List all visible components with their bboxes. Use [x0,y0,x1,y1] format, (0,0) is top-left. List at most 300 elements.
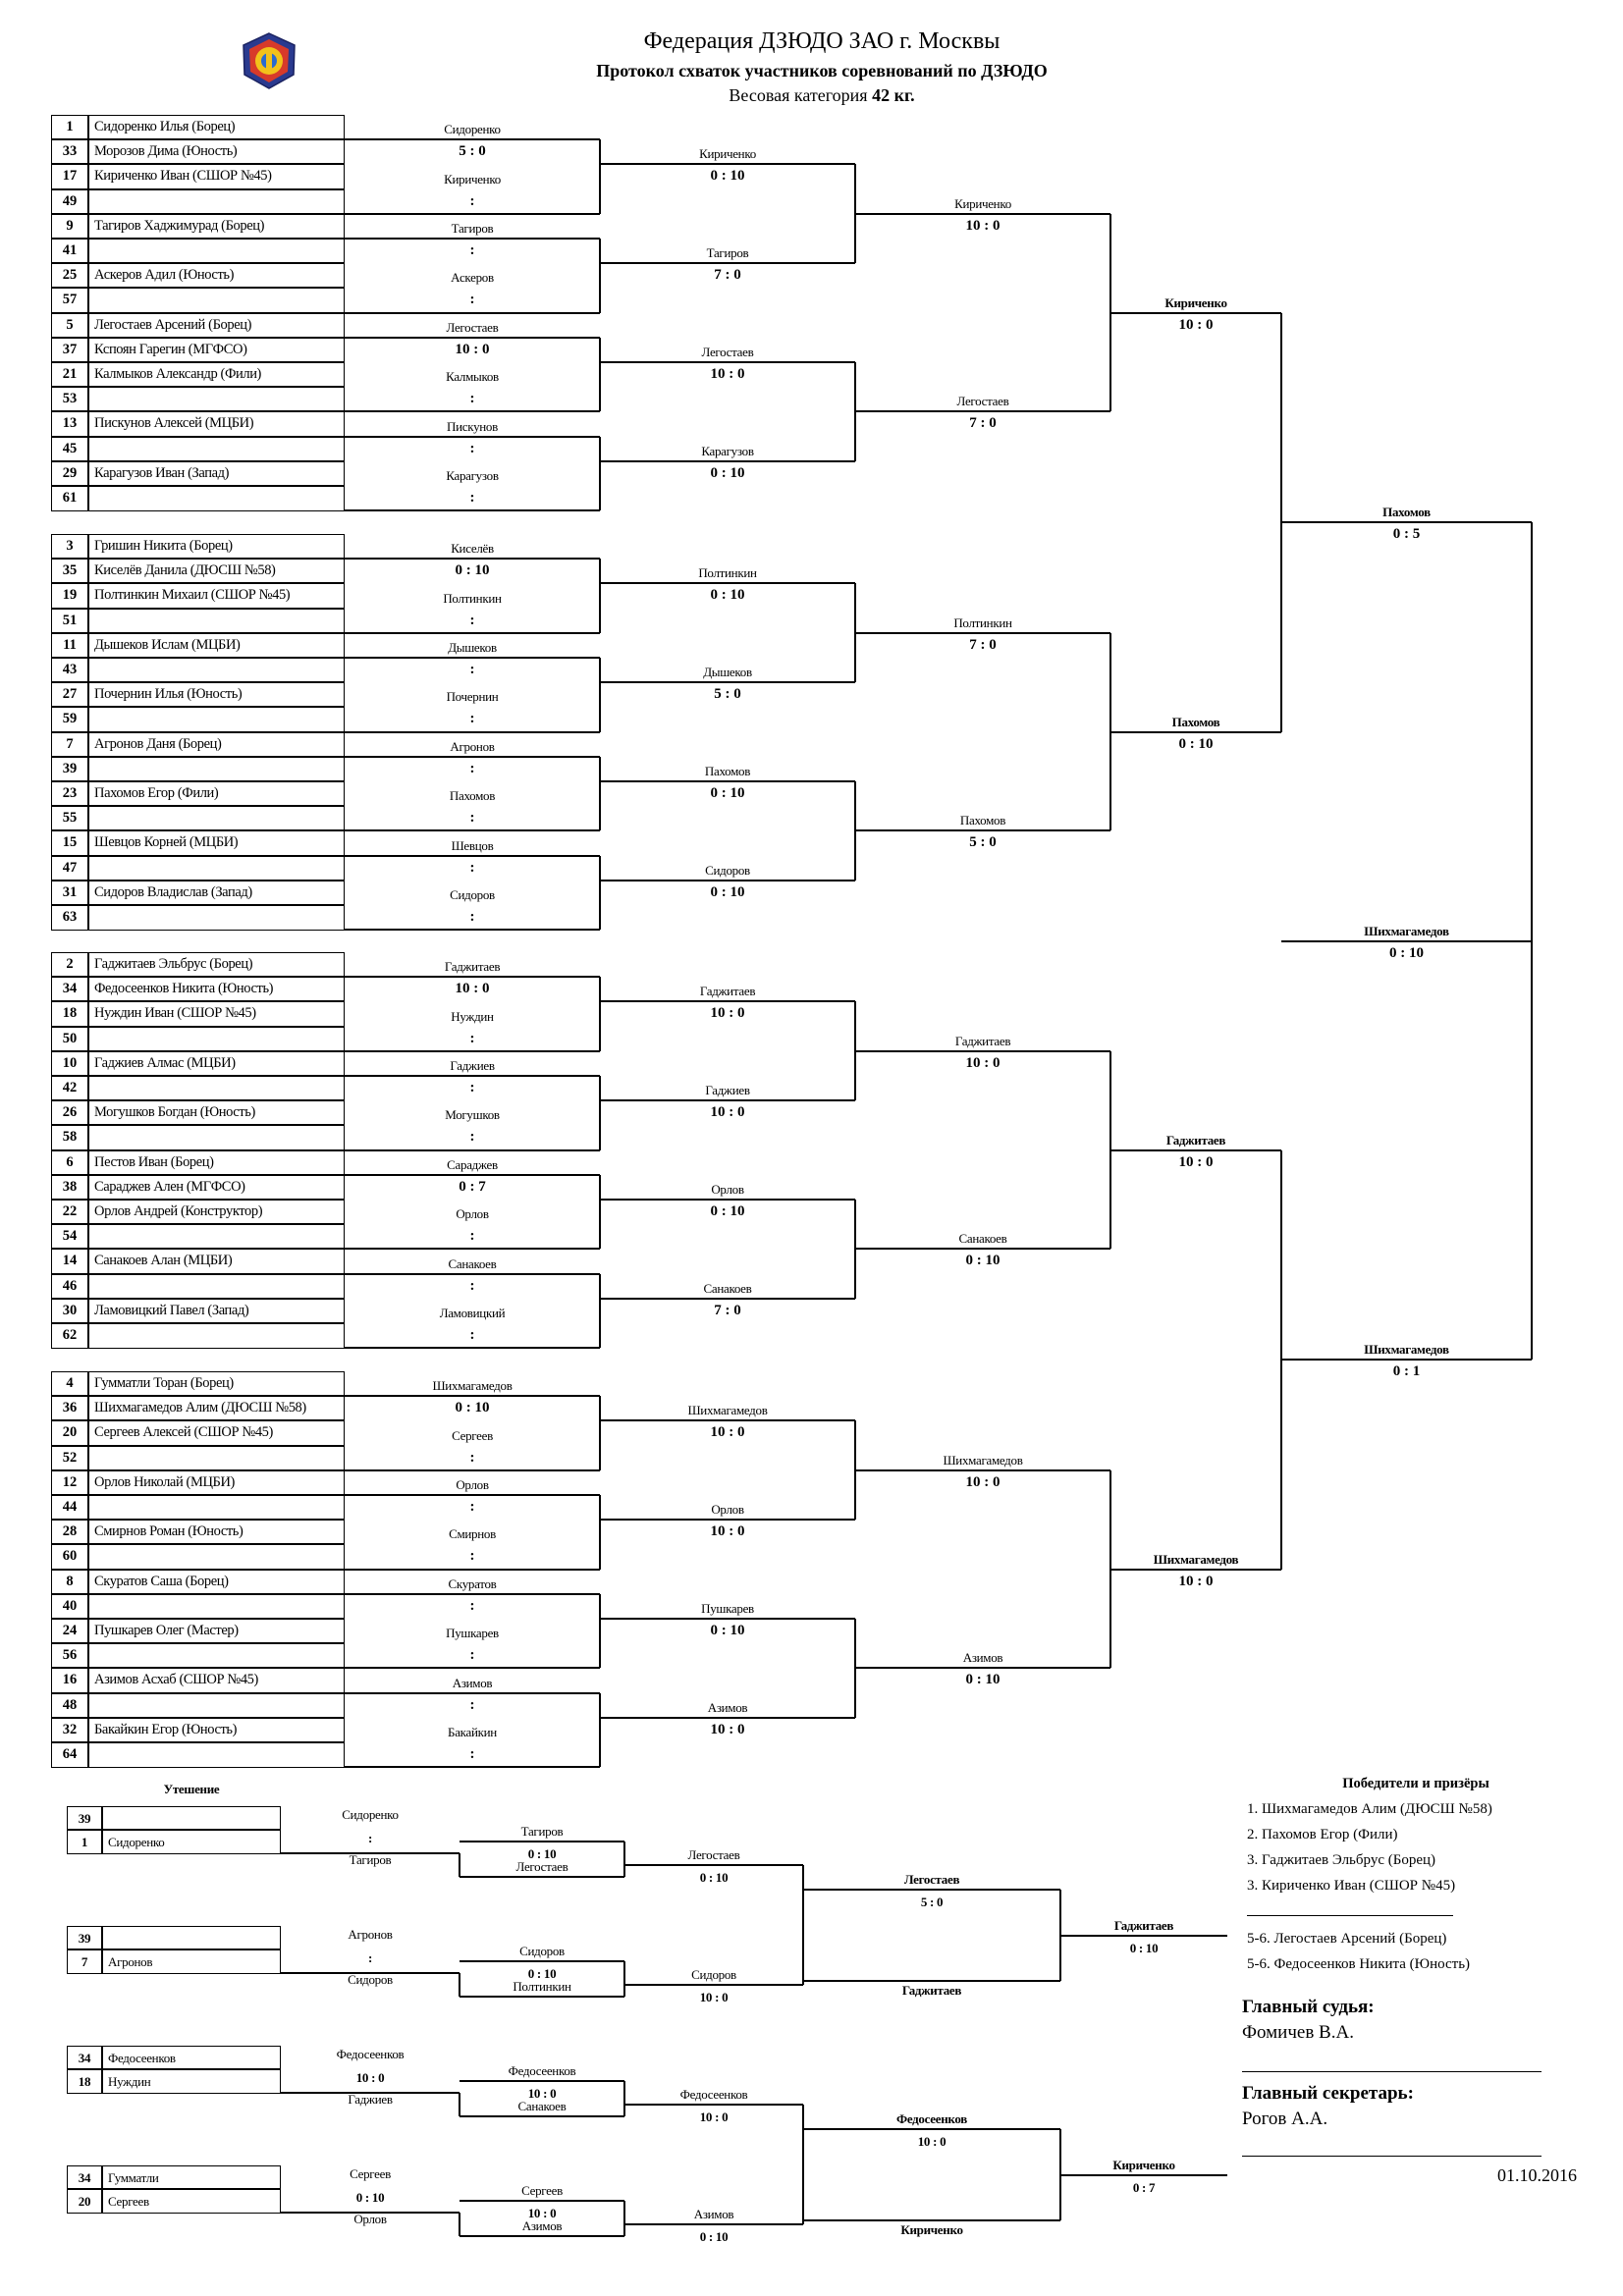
seed-number: 49 [62,192,78,209]
bracket-line [459,1973,460,1997]
winners-title: Победители и призёры [1342,1776,1489,1791]
seed-number: 4 [66,1375,74,1391]
r2-winner: Шихмагамедов [687,1403,768,1418]
bracket-line [345,829,600,831]
seed-number: 30 [62,1302,78,1318]
seed-number: 26 [62,1104,78,1121]
pool-score: 10 : 0 [1178,1573,1214,1589]
repechage-score: 0 : 10 [355,2190,385,2206]
bracket-line [1060,2174,1227,2176]
r1-winner: Полтинкин [443,590,502,606]
winner-line: 3. Кириченко Иван (СШОР №45) [1247,1878,1456,1894]
bracket-line [345,1494,600,1496]
seed-number: 46 [62,1277,78,1294]
bracket-line [1281,940,1532,942]
repechage-fighter: Сергеев [350,2166,391,2182]
bracket-line [624,1984,803,1986]
bracket-line [51,1395,345,1397]
r2-winner: Гаджитаев [699,984,756,999]
repechage-fighter: Санакоев [517,2099,567,2113]
seed-number: 13 [62,415,78,432]
seed-number: 19 [62,587,78,604]
seed-number: 54 [62,1228,78,1245]
seed-number: 32 [62,1721,78,1737]
bracket-line [460,1876,624,1878]
bracket-line [51,1642,345,1644]
bracket-line [51,657,345,659]
r2-winner: Санакоев [703,1280,752,1296]
participant-name: Аскеров Адил (Юность) [94,267,235,284]
participant-name: Пискунов Алексей (МЦБИ) [94,415,254,432]
bracket-line [599,1396,601,1470]
bracket-line [345,976,600,978]
seed-number: 60 [62,1548,78,1565]
federation-logo-icon [241,31,298,90]
r2-score: 0 : 10 [710,883,745,900]
r1-score: : [469,1499,475,1515]
bracket-line [623,2081,625,2116]
seed-number: 29 [62,464,78,481]
seed-number: 36 [62,1400,78,1416]
participant-name: Киселёв Данила (ДЮСШ №58) [94,562,276,579]
bronze-fighter: Гаджитаев [901,1983,962,1998]
bracket-line [345,731,600,733]
seed-number: 2 [66,956,74,972]
r2-winner: Легостаев [701,345,754,359]
bracket-line [345,756,600,758]
r1-score: : [469,1228,475,1245]
final-winner: Шихмагамедов [1364,923,1449,938]
participant-name: Санакоев Алан (МЦБИ) [94,1253,233,1269]
r1-score: : [469,662,475,677]
r1-winner: Смирнов [449,1526,496,1542]
bronze-final-winner: Кириченко [1112,2157,1175,2172]
bracket-line [51,608,345,610]
bracket-line [623,1842,625,1877]
r2-score: 0 : 10 [710,168,745,185]
bracket-line [51,1322,345,1324]
repechage-fighter: Сидоров [348,1972,393,1988]
r3-winner: Пахомов [959,813,1006,828]
bracket-line [855,410,1110,412]
repechage-fighter: Сидоров [691,1967,736,1982]
r2-score: 0 : 10 [710,785,745,801]
seed-number: 34 [62,981,78,997]
bracket-line [51,386,345,388]
seed-number: 40 [62,1597,78,1614]
bracket-line [600,361,855,363]
participant-name: Морозов Дима (Юность) [94,143,238,160]
repechage-fighter: Легостаев [515,1859,568,1874]
final-score: 0 : 10 [1389,944,1424,961]
bracket-line [600,460,855,462]
bracket-line [345,1248,600,1250]
bracket-line [600,880,855,881]
bracket-line [599,437,601,511]
bracket-line [51,1469,345,1471]
r1-score: : [469,192,475,209]
bracket-line [599,1274,601,1349]
bracket-line [345,1075,600,1077]
seed-number: 56 [62,1647,78,1664]
bracket-line [51,1124,345,1126]
bracket-line [345,1395,600,1397]
bracket-line [855,1050,1110,1052]
bronze-fighter: Легостаев [903,1872,960,1887]
bracket-line [459,2213,460,2236]
bracket-line [51,1543,345,1545]
r3-score: 10 : 0 [965,1473,1001,1490]
bracket-line [624,2104,803,2106]
seed-number: 50 [62,1030,78,1046]
bracket-line [460,1996,624,1998]
bracket-line [460,2200,624,2202]
repechage-fighter: Орлов [353,2212,387,2227]
bracket-line [460,2080,624,2082]
repechage-fighter: Сидоров [519,1944,565,1958]
semifinal-score: 0 : 5 [1392,526,1421,543]
bracket-line [345,1149,600,1151]
seed-number: 28 [62,1523,78,1540]
r2-score: 10 : 0 [710,366,745,382]
bracket-line [599,559,601,633]
bracket-line [51,756,345,758]
seed-number: 21 [62,366,78,382]
r1-winner: Ламовицкий [439,1306,506,1320]
r1-winner: Легостаев [446,319,499,335]
r3-score: 0 : 10 [965,1672,1001,1688]
participant-name: Бакайкин Егор (Юность) [94,1721,238,1737]
r2-score: 10 : 0 [710,1104,745,1121]
seed-number: 20 [62,1424,78,1441]
repechage-score: 0 : 10 [527,1846,557,1861]
bracket-line [51,361,345,363]
bracket-line [599,1594,601,1669]
bracket-line [1281,1359,1532,1361]
bracket-line [51,558,345,560]
participant-name: Орлов Николай (МЦБИ) [94,1473,235,1490]
r1-score: : [469,1030,475,1046]
participant-name: Гумматли [108,2170,159,2185]
seed-number: 58 [62,1129,78,1146]
bracket-line [855,829,1110,831]
bracket-line [51,188,345,190]
seed-number: 59 [62,711,78,727]
r1-score: : [469,1080,475,1095]
judge-signature-line [1242,2071,1542,2072]
bracket-line [51,1273,345,1275]
repechage-fighter: Легостаев [687,1847,740,1862]
participant-name: Дышеков Ислам (МЦБИ) [94,636,241,653]
seed-number: 52 [62,1449,78,1466]
seed-number: 1 [66,119,74,134]
bracket-line [1281,521,1532,523]
repechage-score: 10 : 0 [527,2086,557,2101]
bracket-line [51,829,345,831]
r1-winner: Сергеев [452,1427,493,1443]
repechage-score: 10 : 0 [527,2206,557,2220]
r2-winner: Орлов [711,1502,744,1518]
repechage-score: 0 : 10 [699,1870,729,1885]
r1-score: 0 : 10 [455,562,490,579]
bracket-line [51,1174,345,1176]
r1-winner: Агронов [450,738,495,754]
bracket-line [51,1050,345,1052]
r1-score: 10 : 0 [455,341,490,357]
bracket-line [51,1248,345,1250]
seed-number: 35 [62,562,78,579]
r3-score: 7 : 0 [969,636,997,653]
participant-name: Тагиров Хаджимурад (Борец) [94,217,265,234]
participant-name: Гаджитаев Эльбрус (Борец) [94,956,253,972]
repechage-score: 0 : 10 [699,2229,729,2244]
chief-secretary-name: Рогов А.А. [1242,2109,1328,2129]
chief-judge-label: Главный судья: [1242,1997,1375,2017]
bracket-line [803,2128,1060,2130]
r1-score: : [469,1597,475,1614]
bracket-line [51,1741,345,1743]
repechage-score: 10 : 0 [699,2109,729,2124]
r2-winner: Пахомов [704,764,751,778]
seed-number: 6 [66,1153,74,1170]
r1-score: : [469,391,475,407]
participant-name: Карагузов Иван (Запад) [94,464,230,481]
bracket-line [460,2115,624,2117]
r1-winner: Орлов [456,1206,489,1222]
pool-score: 10 : 0 [1178,1153,1214,1170]
r1-winner: Пискунов [447,418,498,434]
participant-name: Гумматли Торан (Борец) [94,1375,234,1391]
bracket-line [345,1569,600,1571]
bracket-line [599,977,601,1051]
r1-score: 10 : 0 [455,981,490,997]
seed-number: 15 [62,834,78,851]
r1-score: : [469,1327,475,1343]
r2-score: 0 : 10 [710,587,745,604]
bracket-line [51,312,345,314]
r1-score: : [469,1277,475,1294]
pool-score: 10 : 0 [1178,316,1214,333]
seed-number: 63 [62,909,78,925]
participant-name: Агронов [108,1954,153,1969]
r2-winner: Азимов [707,1699,748,1715]
r2-score: 0 : 10 [710,1203,745,1219]
r1-winner: Почернин [446,689,499,705]
bracket-line [51,1149,345,1151]
participant-name: Агронов Даня (Борец) [94,735,222,752]
bronze-final-score: 0 : 7 [1132,2179,1156,2195]
seed-number: 48 [62,1696,78,1713]
bracket-line [599,658,601,732]
repechage-fighter: Федосеенков [679,2087,748,2102]
seed-number: 16 [62,1672,78,1688]
bracket-line [345,1469,600,1471]
seed-number: 1 [81,1835,88,1849]
bracket-line [51,1667,345,1669]
r1-winner: Орлов [456,1477,489,1492]
bracket-line [599,1175,601,1250]
r1-score: : [469,810,475,827]
r3-score: 0 : 10 [965,1253,1001,1269]
winner-line: 2. Пахомов Егор (Фили) [1247,1827,1398,1842]
bracket-line [51,238,345,240]
repechage-score: 10 : 0 [699,1990,729,2004]
r1-score: : [469,1129,475,1146]
bracket-line [51,262,345,264]
bracket-line [51,855,345,857]
seed-number: 12 [62,1473,78,1490]
seed-number: 39 [78,1931,91,1946]
bracket-line [345,213,600,215]
r3-score: 7 : 0 [969,415,997,432]
r1-winner: Аскеров [451,270,494,286]
bracket-line [600,1419,855,1421]
bracket-line [855,1469,1110,1471]
bracket-line [600,1298,855,1300]
bracket-line [51,163,345,165]
r1-winner: Бакайкин [448,1725,497,1739]
r1-score: 5 : 0 [459,143,486,160]
bracket-line [51,1099,345,1101]
bracket-line [600,681,855,683]
winner-line: 3. Гаджитаев Эльбрус (Борец) [1247,1852,1436,1868]
seed-number: 47 [62,859,78,876]
winner-line: 1. Шихмагамедов Алим (ДЮСШ №58) [1247,1801,1492,1817]
bracket-line [51,1199,345,1201]
bracket-line [67,2068,281,2070]
participant-name: Сергеев Алексей (СШОР №45) [94,1424,273,1441]
bracket-line [600,582,855,584]
participant-name: Сараджев Ален (МГФСО) [94,1178,245,1195]
bracket-line [599,338,601,412]
header-title: Федерация ДЗЮДО ЗАО г. Москвы [643,28,1001,54]
r1-score: : [469,859,475,876]
r2-score: 10 : 0 [710,1005,745,1022]
bracket-line [802,2105,804,2224]
bracket-line [51,1298,345,1300]
r2-score: 10 : 0 [710,1523,745,1540]
seed-number: 34 [78,2170,91,2185]
r1-winner: Сидоров [450,887,495,902]
seed-number: 51 [62,612,78,628]
repechage-score: : [367,1950,373,1966]
bracket-line [599,856,601,931]
seed-number: 62 [62,1327,78,1343]
bracket-line [1110,731,1281,733]
r1-winner: Скуратов [448,1575,497,1591]
semifinal-winner: Пахомов [1382,505,1431,520]
winner-line: 5-6. Федосеенков Никита (Юность) [1247,1956,1471,1972]
bracket-line [51,485,345,487]
bracket-line [51,1419,345,1421]
participant-name: Пестов Иван (Борец) [94,1153,214,1170]
bracket-line [345,238,600,240]
repechage-score: : [367,1831,373,1846]
bracket-line [51,1569,345,1571]
semifinal-winner: Шихмагамедов [1364,1342,1449,1358]
secretary-signature-line [1242,2156,1542,2157]
bracket-line [345,929,600,931]
bracket-line [624,2223,803,2225]
seed-number: 7 [66,735,74,752]
r1-score: : [469,909,475,925]
seed-number: 24 [62,1623,78,1638]
r1-winner: Киселёв [451,541,494,557]
repechage-fighter: Тагиров [520,1824,564,1839]
r2-score: 5 : 0 [714,686,741,703]
r3-score: 5 : 0 [969,834,997,851]
participant-name: Азимов Асхаб (СШОР №45) [94,1672,258,1688]
bracket-line [345,312,600,314]
bracket-line [51,1519,345,1521]
bracket-line [67,2188,281,2190]
seed-number: 27 [62,686,78,703]
seed-number: 23 [62,785,78,801]
bracket-line [51,904,345,906]
r2-winner: Гаджиев [705,1083,750,1098]
r1-score: : [469,1696,475,1713]
chief-judge-name: Фомичев В.А. [1242,2022,1354,2043]
bracket-line [51,681,345,683]
seed-number: 43 [62,662,78,677]
bracket-line [600,1519,855,1521]
pool-winner: Кириченко [1164,294,1227,310]
bracket-line [1110,312,1281,314]
pool-winner: Пахомов [1171,714,1220,729]
seed-number: 64 [62,1746,78,1762]
bracket-line [855,1667,1110,1669]
seed-number: 22 [62,1203,78,1219]
bracket-line [600,1717,855,1719]
bracket-line [51,731,345,733]
r1-winner: Тагиров [451,221,494,236]
bracket-line [51,436,345,438]
bracket-line [51,880,345,881]
r3-winner: Легостаев [956,394,1009,409]
repechage-fighter: Федосеенков [508,2063,576,2078]
bronze-final-score: 0 : 10 [1129,1940,1159,1955]
r1-winner: Карагузов [446,468,499,483]
bracket-line [345,657,600,659]
bracket-line [345,410,600,412]
bracket-line [460,1841,624,1842]
participant-name: Федосеенков [108,2051,176,2065]
bracket-line [855,213,1110,215]
bracket-line [67,1949,281,1950]
bracket-line [855,632,1110,634]
seed-number: 55 [62,810,78,827]
r1-winner: Сараджев [447,1156,498,1172]
bracket-line [345,1593,600,1595]
participant-name: Калмыков Александр (Фили) [94,366,261,382]
bracket-line [51,1223,345,1225]
r1-score: : [469,1449,475,1466]
participant-name: Полтинкин Михаил (СШОР №45) [94,587,291,604]
chief-secretary-label: Главный секретарь: [1242,2083,1414,2104]
header-weight-category: Весовая категория 42 кг. [729,85,915,105]
bracket-line [460,1960,624,1962]
bracket-line [51,1445,345,1447]
bracket-line [51,337,345,339]
seed-number: 17 [62,168,78,185]
seed-number: 3 [66,538,74,554]
r1-score: : [469,612,475,628]
bracket-line [599,139,601,214]
bracket-line [345,138,600,140]
repechage-fighter: Федосеенков [336,2047,405,2062]
seed-number: 41 [62,242,78,258]
seed-number: 57 [62,292,78,308]
